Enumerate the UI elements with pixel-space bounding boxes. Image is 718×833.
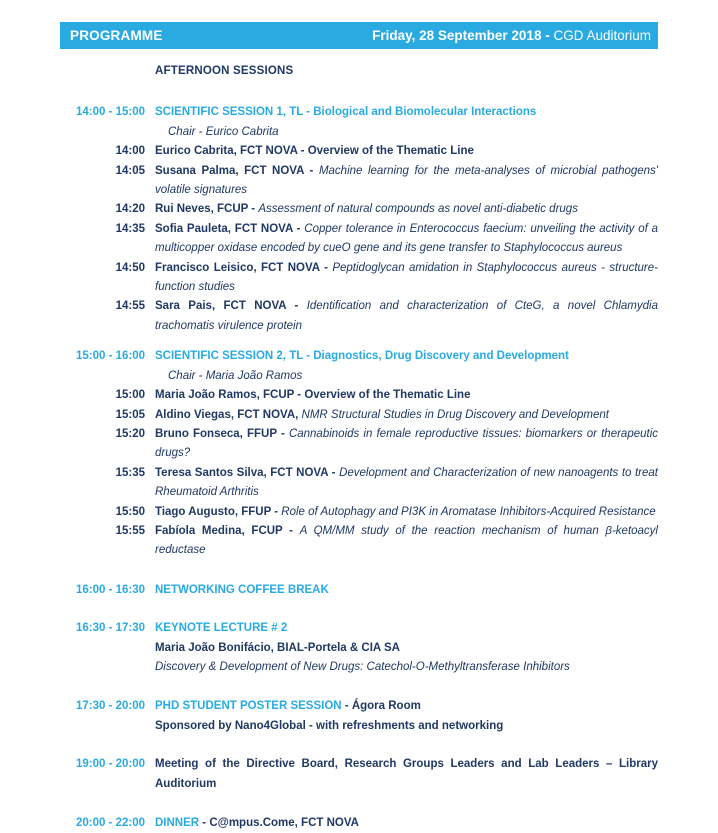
meeting-time: 19:00 - 20:00 (75, 758, 145, 771)
session-time: 17:30 - 20:00 (75, 700, 145, 713)
session-header-row (60, 347, 658, 366)
chair-label: Chair - Eurico Cabrita (168, 125, 279, 138)
talk-time: 14:05 (115, 164, 145, 177)
talk-speaker: Bruno Fonseca, FFUP - (155, 427, 289, 440)
session-time: 14:00 - 15:00 (75, 106, 145, 119)
talk-row (60, 522, 658, 561)
talk-title: Peptidoglycan amidation in Staphylococcus aureus - structure-function studies (155, 261, 658, 294)
meeting-block (60, 755, 658, 794)
talk-speaker: Eurico Cabrita, FCT NOVA - Overview of the Thematic Line (155, 145, 474, 158)
session-title: KEYNOTE LECTURE # 2 (155, 622, 288, 635)
talk-time: 14:00 (115, 145, 145, 158)
talk-cell (155, 464, 658, 503)
talk-row (60, 297, 658, 336)
session-title-cell (155, 347, 658, 366)
talk-row (60, 162, 658, 201)
talk-time: 14:50 (115, 261, 145, 274)
talk-speaker: Tiago Augusto, FFUP - (155, 505, 282, 518)
talk-cell (155, 162, 658, 201)
talk-cell (155, 220, 658, 259)
session-location: - Ágora Room (341, 700, 421, 713)
talk-cell (155, 297, 658, 336)
session-2-block (60, 347, 658, 560)
session-header-row (60, 103, 658, 122)
talk-cell (155, 200, 658, 219)
dinner-cell (155, 814, 658, 833)
talk-speaker: Sofia Pauleta, FCT NOVA - (155, 222, 305, 235)
talk-time: 15:00 (115, 389, 145, 402)
talk-time: 14:55 (115, 300, 145, 313)
talk-time: 15:35 (115, 466, 145, 479)
talk-time: 15:50 (115, 505, 145, 518)
header-date (372, 28, 651, 43)
session-title-cell (155, 619, 658, 638)
keynote-block (60, 619, 658, 677)
talk-speaker: Aldino Viegas, FCT NOVA, (155, 408, 302, 421)
poster-session-block (60, 697, 658, 736)
talk-time: 14:35 (115, 222, 145, 235)
talk-row (60, 386, 658, 405)
talk-row (60, 425, 658, 464)
talk-row (60, 406, 658, 425)
talk-title: Copper tolerance in Enterococcus faecium: unveiling the activity of a multicopper oxidase encoded by cueO gene and its gene transfer to Staphylococcus aureus (155, 222, 658, 255)
talk-title: Machine learning for the meta-analyses of microbial pathogens' volatile signatures (155, 164, 658, 197)
session-time: 16:30 - 17:30 (75, 622, 145, 635)
talk-row (60, 464, 658, 503)
talk-speaker: Maria João Ramos, FCUP - Overview of the Thematic Line (155, 389, 471, 402)
talk-speaker: Teresa Santos Silva, FCT NOVA - (155, 466, 340, 479)
chair-row (60, 123, 658, 142)
keynote-speaker-row (60, 639, 658, 658)
talk-speaker: Sara Pais, FCT NOVA - (155, 300, 307, 313)
session-title: NETWORKING COFFEE BREAK (155, 583, 329, 596)
session-time: 15:00 - 16:00 (75, 350, 145, 363)
talk-row (60, 259, 658, 298)
sponsor-cell (155, 717, 658, 736)
session-title-cell (155, 581, 658, 600)
session-1-block (60, 103, 658, 336)
talk-speaker: Francisco Leisico, FCT NOVA - (155, 261, 333, 274)
session-title: PHD STUDENT POSTER SESSION (155, 700, 342, 713)
talk-row (60, 503, 658, 522)
talk-title: A QM/MM study of the reaction mechanism of human β-ketoacyl reductase (155, 524, 658, 557)
chair-label: Chair - Maria João Ramos (168, 369, 303, 382)
talk-cell (155, 386, 658, 405)
talk-title: Development and Characterization of new nanoagents to treat Rheumatoid Arthritis (155, 466, 658, 499)
session-header-row (60, 581, 658, 600)
dinner-row (60, 814, 658, 833)
talk-cell (155, 142, 658, 161)
talk-time: 14:20 (115, 203, 145, 216)
sponsor-row (60, 717, 658, 736)
dinner-location: - C@mpus.Come, FCT NOVA (199, 817, 359, 829)
session-time: 16:00 - 16:30 (75, 583, 145, 596)
meeting-text: Meeting of the Directive Board, Research Groups Leaders and Lab Leaders – Library Auditorium (155, 758, 658, 790)
dinner-block (60, 814, 658, 833)
talk-title: NMR Structural Studies in Drug Discovery and Development (301, 408, 609, 421)
schedule (60, 62, 658, 833)
talk-cell (155, 503, 658, 522)
keynote-title: Discovery & Development of New Drugs: Catechol-O-Methyltransferase Inhibitors (155, 660, 570, 673)
meeting-row (60, 755, 658, 794)
header-date-day: Friday, 28 September 2018 - (372, 28, 554, 43)
talk-title: Identification and characterization of CteG, a novel Chlamydia trachomatis virulence protein (155, 300, 658, 332)
session-title: SCIENTIFIC SESSION 1, TL - Biological and Biomolecular Interactions (155, 106, 537, 119)
talk-row (60, 200, 658, 219)
keynote-speaker: Maria João Bonifácio, BIAL-Portela & CIA SA (155, 641, 400, 654)
keynote-title-cell (155, 658, 658, 677)
talk-cell (155, 522, 658, 561)
meeting-cell (155, 755, 658, 794)
sponsor-text: Sponsored by Nano4Global - with refreshments and networking (155, 719, 504, 732)
chair-row (60, 367, 658, 386)
talk-speaker: Rui Neves, FCUP - (155, 203, 259, 216)
talk-row (60, 142, 658, 161)
talk-title: Role of Autophagy and PI3K in Aromatase Inhibitors-Acquired Resistance (281, 505, 656, 518)
talk-title: Cannabinoids in female reproductive tissues: biomarkers or therapeutic drugs? (155, 427, 659, 460)
dinner-label: DINNER (155, 817, 200, 829)
talk-cell (155, 406, 658, 425)
talk-cell (155, 425, 658, 464)
talk-time: 15:05 (115, 408, 145, 421)
talk-speaker: Susana Palma, FCT NOVA - (155, 164, 319, 177)
talk-title: Assessment of natural compounds as novel anti-diabetic drugs (258, 203, 578, 216)
header-bar (60, 22, 658, 49)
header-date-venue: CGD Auditorium (553, 28, 651, 43)
session-header-row (60, 619, 658, 638)
session-title: SCIENTIFIC SESSION 2, TL - Diagnostics, Drug Discovery and Development (155, 350, 569, 363)
talk-row (60, 220, 658, 259)
coffee-break-block (60, 581, 658, 600)
dinner-time: 20:00 - 22:00 (75, 817, 145, 829)
afternoon-sessions-label: AFTERNOON SESSIONS (155, 65, 294, 77)
session-title-cell (155, 697, 658, 716)
talk-time: 15:55 (115, 524, 145, 537)
page-title: PROGRAMME (70, 28, 163, 43)
talk-time: 15:20 (115, 427, 145, 440)
talk-speaker: Fabíola Medina, FCUP - (155, 524, 300, 537)
session-header-row (60, 697, 658, 716)
keynote-title-row (60, 658, 658, 677)
keynote-speaker-cell (155, 639, 658, 658)
session-title-cell (155, 103, 658, 122)
talk-cell (155, 259, 658, 298)
